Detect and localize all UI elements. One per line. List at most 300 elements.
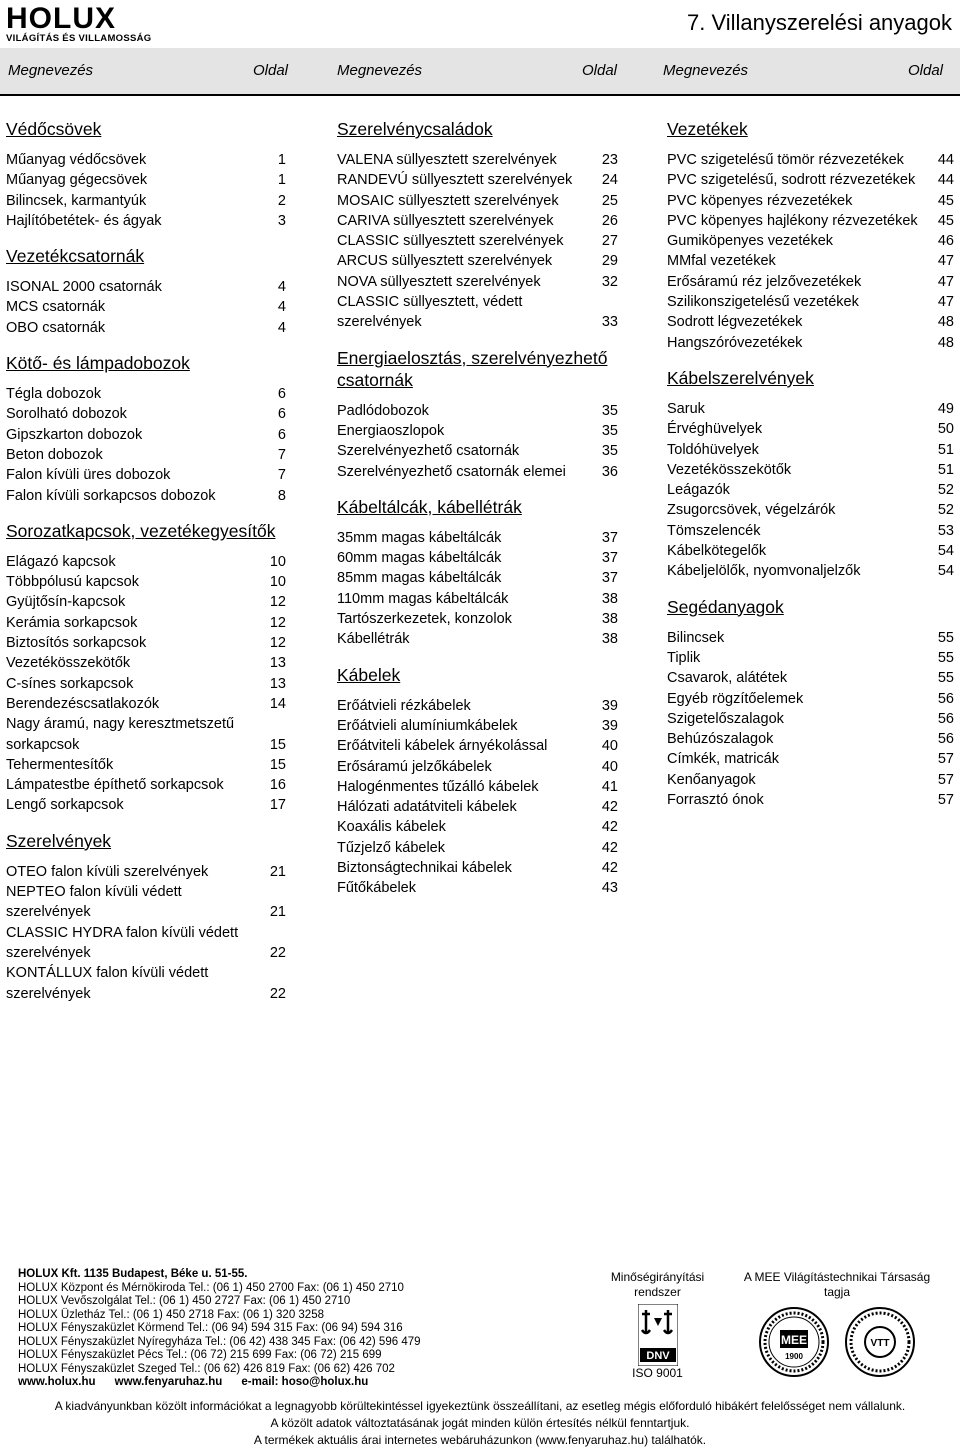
entry-name: PVC köpenyes hajlékony rézvezetékek: [667, 212, 918, 229]
entry-page: 39: [601, 717, 618, 734]
toc-entry: [667, 628, 954, 648]
entry-name: Bilincsek, karmantyúk: [6, 192, 147, 209]
section-title: Szerelvények: [6, 830, 112, 851]
entry-page: 29: [601, 253, 618, 270]
entry-name: CLASSIC süllyesztett szerelvények: [337, 233, 564, 250]
entry-name: Hajlítóbetétek- és ágyak: [6, 212, 162, 229]
toc-entry: [337, 441, 618, 461]
entry-name: Elágazó kapcsok: [6, 553, 116, 570]
footer-line: HOLUX Fényszaküzlet Szeged Tel.: (06 62) 426 819 Fax: (06 62) 426 702: [18, 1362, 395, 1375]
entry-page: 35: [601, 402, 618, 419]
toc-section: [337, 664, 618, 899]
toc-entry: [6, 552, 286, 572]
entry-page: 7: [277, 446, 286, 463]
entry-name: PVC köpenyes rézvezetékek: [667, 192, 853, 209]
toc-entry: [6, 714, 286, 755]
quality-cert: [595, 1270, 720, 1381]
toc-entry: [667, 689, 954, 709]
entry-page: 3: [277, 212, 286, 229]
toc-entry: [667, 170, 954, 190]
entry-page: 37: [601, 529, 618, 546]
entry-name: Lengő sorkapcsok: [6, 797, 124, 814]
entry-name: Falon kívüli üres dobozok: [6, 467, 171, 484]
toc-entry: [337, 421, 618, 441]
entry-name: Erőátvieli alumíniumkábelek: [337, 717, 518, 734]
col-header-page-1: Oldal: [253, 62, 289, 79]
entry-name: Halogénmentes tűzálló kábelek: [337, 778, 539, 795]
toc-entry: [6, 882, 286, 923]
entry-page: 38: [601, 611, 618, 628]
toc-entry: [337, 211, 618, 231]
toc-entry: [337, 462, 618, 482]
toc-entry: [6, 572, 286, 592]
toc-entry: [337, 838, 618, 858]
entry-page: 37: [601, 550, 618, 567]
entry-name: Vezetékösszekötők: [667, 461, 792, 478]
entry-page: 55: [937, 670, 954, 687]
entry-page: 22: [269, 944, 286, 961]
toc-entry: [6, 592, 286, 612]
entry-page: 12: [269, 635, 286, 652]
entry-name: Szerelvényezhető csatornák: [337, 443, 520, 460]
entry-name: Egyéb rögzítőelemek: [667, 690, 804, 707]
toc-entry: [337, 589, 618, 609]
toc-section: [667, 596, 954, 811]
entry-page: 54: [937, 543, 954, 560]
entry-page: 35: [601, 443, 618, 460]
mee-title: A MEE Világítástechnikai Társaság tagja: [743, 1270, 931, 1299]
entry-name: 60mm magas kábeltálcák: [337, 550, 502, 567]
toc-entry: [337, 251, 618, 271]
toc-entry: [667, 460, 954, 480]
toc-entry: [667, 790, 954, 810]
entry-page: 41: [601, 778, 618, 795]
entry-name: Erősáramú réz jelzővezetékek: [667, 273, 862, 290]
toc-column-1: [6, 118, 286, 1018]
entry-name: Szigetelőszalagok: [667, 710, 784, 727]
entry-name: Gipszkarton dobozok: [6, 426, 143, 443]
entry-page: 37: [601, 570, 618, 587]
toc-section: [6, 352, 286, 506]
entry-page: 13: [269, 675, 286, 692]
toc-entry: [667, 480, 954, 500]
toc-entry: [6, 775, 286, 795]
toc-entry: [337, 231, 618, 251]
toc-section: [667, 367, 954, 582]
entry-page: 6: [277, 386, 286, 403]
toc-entry: [337, 696, 618, 716]
toc-entry: [667, 500, 954, 520]
holux-logo: [6, 4, 171, 44]
entry-name: Padlódobozok: [337, 402, 429, 419]
toc-entry: [667, 541, 954, 561]
entry-name: Érvéghüvelyek: [667, 421, 763, 438]
entry-name: Tűzjelző kábelek: [337, 839, 445, 856]
toc-entry: [6, 384, 286, 404]
entry-name: Erőátviteli kábelek árnyékolással: [337, 738, 548, 755]
entry-page: 52: [937, 502, 954, 519]
entry-name: Csavarok, alátétek: [667, 670, 788, 687]
entry-name: Gumiköpenyes vezetékek: [667, 233, 834, 250]
section-title: Kábelszerelvények: [667, 367, 814, 388]
chapter-title: 7. Villanyszerelési anyagok: [687, 10, 952, 35]
toc-entry: [337, 736, 618, 756]
toc-entry: [6, 862, 286, 882]
entry-page: 4: [277, 299, 286, 316]
entry-page: 56: [937, 710, 954, 727]
entry-name: CARIVA süllyesztett szerelvények: [337, 212, 554, 229]
entry-name: 110mm magas kábeltálcák: [337, 590, 509, 607]
entry-page: 55: [937, 629, 954, 646]
entry-name: Berendezéscsatlakozók: [6, 695, 160, 712]
toc-section: [6, 245, 286, 338]
entry-name: VALENA süllyesztett szerelvények: [337, 152, 557, 168]
entry-page: 47: [937, 273, 954, 290]
entry-name: Koaxális kábelek: [337, 819, 446, 836]
entry-name: Hálózati adatátviteli kábelek: [337, 799, 517, 816]
entry-page: 40: [601, 738, 618, 755]
toc-column-2: [337, 118, 618, 913]
entry-name: MOSAIC süllyesztett szerelvények: [337, 192, 559, 209]
disclaimer-line: A kiadványunkban közölt információkat a legnagyobb körültekintéssel igyekeztünk összeállítani, az esetleg mégis előforduló hibákért felelősséget nem vállalunk.: [54, 1399, 906, 1413]
entry-page: 26: [601, 212, 618, 229]
toc-entry: [337, 858, 618, 878]
toc-entry: [667, 668, 954, 688]
entry-page: 57: [937, 751, 954, 768]
toc-entry: [667, 419, 954, 439]
entry-name: Toldóhüvelyek: [667, 441, 759, 458]
entry-page: 4: [277, 319, 286, 336]
toc-entry: [6, 795, 286, 815]
entry-page: 53: [937, 522, 954, 539]
toc-entry: [337, 568, 618, 588]
entry-name: CLASSIC süllyesztett, védett szerelvények: [337, 294, 523, 331]
section-title: Segédanyagok: [667, 596, 784, 617]
entry-page: 38: [601, 590, 618, 607]
entry-name: Bilincsek: [667, 629, 725, 646]
entry-name: Hangszóróvezetékek: [667, 334, 803, 351]
toc-entry: [667, 231, 954, 251]
toc-entry: [337, 797, 618, 817]
toc-entry: [6, 170, 286, 190]
entry-page: 15: [269, 736, 286, 753]
entry-name: ARCUS süllyesztett szerelvények: [337, 253, 553, 270]
toc-section: [337, 347, 618, 482]
entry-page: 32: [601, 273, 618, 290]
entry-name: OTEO falon kívüli szerelvények: [6, 863, 209, 880]
entry-name: RANDEVÚ süllyesztett szerelvények: [337, 172, 573, 189]
toc-section: [337, 496, 618, 650]
entry-page: 22: [269, 985, 286, 1002]
entry-name: Nagy áramú, nagy keresztmetszetű sorkapcsok: [6, 716, 235, 753]
mee-seal-year: 1900: [785, 1352, 803, 1361]
entry-page: 40: [601, 758, 618, 775]
entry-page: 55: [937, 649, 954, 666]
entry-name: Erőátvieli rézkábelek: [337, 697, 471, 714]
footer-line: HOLUX Központ és Mérnökiroda Tel.: (06 1) 450 2700 Fax: (06 1) 450 2710: [18, 1281, 404, 1294]
entry-page: 17: [269, 797, 286, 814]
section-title: Kötő- és lámpadobozok: [6, 353, 190, 374]
toc-entry: [337, 716, 618, 736]
entry-page: 24: [601, 172, 618, 189]
footer-line: HOLUX Fényszaküzlet Nyíregyháza Tel.: (06 42) 438 345 Fax: (06 42) 596 479: [18, 1335, 421, 1348]
entry-page: 16: [269, 777, 286, 794]
toc-entry: [667, 440, 954, 460]
entry-name: OBO csatornák: [6, 319, 106, 336]
entry-name: NEPTEO falon kívüli védett szerelvények: [6, 884, 182, 921]
entry-page: 46: [937, 233, 954, 250]
entry-page: 6: [277, 406, 286, 423]
col-header-name-1: Megnevezés: [8, 62, 94, 79]
toc-entry: [337, 878, 618, 898]
entry-page: 48: [937, 334, 954, 351]
toc-entry: [6, 297, 286, 317]
entry-page: 33: [601, 314, 618, 331]
entry-name: Tömszelencék: [667, 522, 761, 539]
toc-entry: [6, 404, 286, 424]
entry-page: 1: [277, 172, 286, 189]
toc-entry: [6, 963, 286, 1004]
toc-entry: [6, 613, 286, 633]
entry-page: 42: [601, 799, 618, 816]
entry-name: Kábellétrák: [337, 631, 410, 648]
entry-name: Biztonságtechnikai kábelek: [337, 860, 512, 877]
dnv-logo: [638, 1304, 678, 1366]
section-title: Energiaelosztás, szerelvényezhető csatornák: [337, 347, 608, 390]
entry-page: 47: [937, 253, 954, 270]
toc-entry: [667, 521, 954, 541]
footer-web: www.holux.hu www.fenyaruhaz.hu e-mail: hoso@holux.hu: [18, 1376, 369, 1388]
toc-entry: [6, 211, 286, 231]
entry-page: 39: [601, 697, 618, 714]
toc-section: [6, 830, 286, 1004]
toc-entry: [667, 272, 954, 292]
toc-entry: [337, 757, 618, 777]
entry-name: Műanyag védőcsövek: [6, 152, 147, 168]
entry-name: Tartószerkezetek, konzolok: [337, 611, 512, 628]
section-title: Szerelvénycsaládok: [337, 119, 493, 139]
entry-page: 42: [601, 819, 618, 836]
logo-tagline: VILÁGÍTÁS ÉS VILLAMOSSÁG: [6, 33, 152, 44]
column-header-band: [0, 48, 960, 96]
entry-page: 38: [601, 631, 618, 648]
entry-name: Kábelkötegelők: [667, 543, 767, 560]
mee-seal-text: MEE: [780, 1333, 808, 1347]
col-header-page-2: Oldal: [582, 62, 618, 79]
entry-name: CLASSIC HYDRA falon kívüli védett szerelvények: [6, 924, 239, 961]
col-header-page-3: Oldal: [908, 62, 944, 79]
entry-page: 14: [269, 695, 286, 712]
entry-page: 42: [601, 860, 618, 877]
section-title: Kábelek: [337, 664, 401, 685]
entry-page: 48: [937, 314, 954, 331]
entry-page: 23: [601, 152, 618, 168]
entry-name: Leágazók: [667, 482, 730, 499]
toc-entry: [337, 817, 618, 837]
footer-line: HOLUX Fényszaküzlet Körmend Tel.: (06 94) 594 315 Fax: (06 94) 594 316: [18, 1322, 403, 1334]
entry-page: 27: [601, 233, 618, 250]
quality-title: Minőségirányítási rendszer: [610, 1270, 705, 1299]
entry-name: Zsugorcsövek, végelzárók: [667, 502, 836, 519]
toc-entry: [6, 277, 286, 297]
toc-column-3: [667, 118, 954, 824]
entry-page: 10: [269, 574, 286, 591]
entry-page: 42: [601, 839, 618, 856]
toc-entry: [6, 465, 286, 485]
entry-page: 13: [269, 655, 286, 672]
entry-page: 10: [269, 553, 286, 570]
vtt-seal-text: VTT: [870, 1338, 890, 1349]
entry-name: 35mm magas kábeltálcák: [337, 529, 502, 546]
section-title: Sorozatkapcsok, vezetékegyesítők: [6, 520, 276, 541]
entry-name: Behúzószalagok: [667, 731, 774, 748]
entry-page: 1: [277, 152, 286, 168]
entry-page: 4: [277, 279, 286, 296]
section-title: Kábeltálcák, kábellétrák: [337, 496, 522, 517]
entry-page: 35: [601, 422, 618, 439]
entry-page: 12: [269, 594, 286, 611]
entry-page: 51: [937, 441, 954, 458]
toc-entry: [337, 401, 618, 421]
toc-entry: [667, 211, 954, 231]
toc-entry: [667, 312, 954, 332]
toc-entry: [6, 150, 286, 170]
toc-entry: [6, 445, 286, 465]
entry-page: 25: [601, 192, 618, 209]
entry-name: Többpólusú kapcsok: [6, 574, 139, 591]
toc-entry: [337, 191, 618, 211]
entry-name: Vezetékösszekötők: [6, 655, 131, 672]
toc-entry: [6, 653, 286, 673]
entry-name: Lámpatestbe építhető sorkapcsok: [6, 777, 224, 794]
section-title: Vezetékek: [667, 119, 748, 139]
entry-page: 57: [937, 792, 954, 809]
toc-entry: [667, 648, 954, 668]
toc-entry: [6, 318, 286, 338]
section-title: Védőcsövek: [6, 119, 102, 139]
entry-name: Kábeljelölők, nyomvonaljelzők: [667, 563, 861, 580]
entry-name: MCS csatornák: [6, 299, 106, 316]
entry-page: 56: [937, 731, 954, 748]
entry-name: Tehermentesítők: [6, 756, 114, 773]
entry-name: Erősáramú jelzőkábelek: [337, 758, 492, 775]
logo-wordmark: HOLUX: [6, 2, 116, 35]
toc-entry: [337, 629, 618, 649]
toc-entry: [337, 777, 618, 797]
toc-section: [6, 520, 286, 816]
entry-name: Sorolható dobozok: [6, 406, 127, 423]
entry-page: 15: [269, 756, 286, 773]
entry-page: 47: [937, 294, 954, 311]
entry-page: 6: [277, 426, 286, 443]
toc-entry: [6, 425, 286, 445]
entry-name: Címkék, matricák: [667, 751, 779, 768]
footer-line: HOLUX Üzletház Tel.: (06 1) 450 2718 Fax: (06 1) 320 3258: [18, 1308, 324, 1321]
entry-name: Szerelvényezhető csatornák elemei: [337, 463, 566, 480]
entry-name: Falon kívüli sorkapcsos dobozok: [6, 487, 216, 504]
entry-name: 85mm magas kábeltálcák: [337, 570, 502, 587]
entry-page: 49: [937, 400, 954, 417]
mee-membership: [742, 1270, 932, 1378]
entry-name: Kenőanyagok: [667, 771, 756, 788]
toc-entry: [667, 749, 954, 769]
iso-label: ISO 9001: [632, 1366, 683, 1380]
entry-page: 56: [937, 690, 954, 707]
entry-name: MMfal vezetékek: [667, 253, 776, 270]
entry-page: 45: [937, 212, 954, 229]
footer-company: HOLUX Kft. 1135 Budapest, Béke u. 51-55.: [18, 1268, 248, 1280]
toc-entry: [667, 561, 954, 581]
entry-name: Biztosítós sorkapcsok: [6, 635, 147, 652]
entry-name: PVC szigetelésű tömör rézvezetékek: [667, 152, 904, 168]
toc-entry: [6, 633, 286, 653]
entry-name: NOVA süllyesztett szerelvények: [337, 273, 541, 290]
toc-entry: [667, 150, 954, 170]
entry-page: 45: [937, 192, 954, 209]
toc-entry: [667, 709, 954, 729]
entry-name: Energiaoszlopok: [337, 422, 445, 439]
entry-name: Szilikonszigetelésű vezetékek: [667, 294, 859, 311]
toc-entry: [667, 333, 954, 353]
entry-page: 2: [277, 192, 286, 209]
entry-name: C-sínes sorkapcsok: [6, 675, 134, 692]
entry-name: KONTÁLLUX falon kívüli védett szerelvények: [6, 965, 209, 1002]
entry-name: Forrasztó ónok: [667, 792, 764, 809]
toc-entry: [337, 272, 618, 292]
toc-entry: [6, 755, 286, 775]
entry-page: 43: [601, 880, 618, 897]
toc-section: [6, 118, 286, 231]
toc-entry: [337, 528, 618, 548]
toc-entry: [667, 292, 954, 312]
entry-page: 7: [277, 467, 286, 484]
entry-page: 12: [269, 614, 286, 631]
toc-entry: [667, 399, 954, 419]
mee-seal-icon: [758, 1306, 830, 1378]
entry-name: Saruk: [667, 400, 705, 417]
toc-entry: [6, 923, 286, 964]
toc-entry: [6, 674, 286, 694]
toc-entry: [667, 251, 954, 271]
disclaimer-line: A termékek aktuális árai internetes webáruházunkon (www.fenyaruhaz.hu) találhatók.: [253, 1433, 707, 1447]
toc-entry: [667, 770, 954, 790]
entry-page: 21: [269, 904, 286, 921]
toc-section: [337, 118, 618, 333]
entry-name: Beton dobozok: [6, 446, 103, 463]
entry-page: 50: [937, 421, 954, 438]
entry-page: 21: [269, 863, 286, 880]
entry-name: Sodrott légvezetékek: [667, 314, 803, 331]
toc-entry: [6, 694, 286, 714]
entry-page: 44: [937, 172, 954, 189]
entry-name: PVC szigetelésű, sodrott rézvezetékek: [667, 172, 916, 189]
toc-entry: [337, 170, 618, 190]
toc-section: [667, 118, 954, 353]
toc-entry: [337, 292, 618, 333]
entry-name: Fűtőkábelek: [337, 880, 416, 897]
col-header-name-2: Megnevezés: [337, 62, 423, 79]
entry-name: ISONAL 2000 csatornák: [6, 279, 162, 296]
toc-entry: [667, 729, 954, 749]
entry-name: Kerámia sorkapcsok: [6, 614, 138, 631]
toc-entry: [337, 150, 618, 170]
entry-name: Gyüjtősín-kapcsok: [6, 594, 126, 611]
toc-entry: [6, 191, 286, 211]
toc-entry: [337, 548, 618, 568]
entry-page: 44: [937, 152, 954, 168]
vtt-seal-icon: [844, 1306, 916, 1378]
toc-entry: [667, 191, 954, 211]
